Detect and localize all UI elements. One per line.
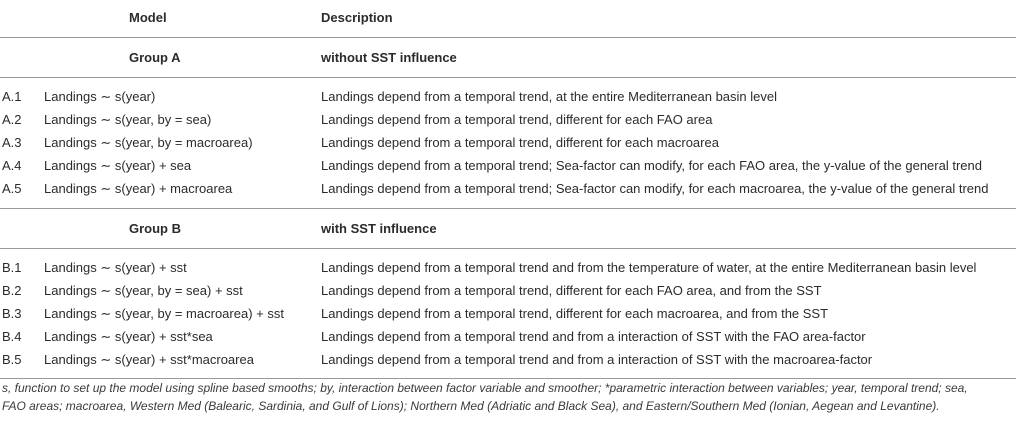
table-row <box>0 156 1016 176</box>
row-formula: Landings ∼ s(year) <box>44 89 156 104</box>
row-description: Landings depend from a temporal trend and from a interaction of SST with the macroarea-factor <box>321 352 873 367</box>
group-b-divider <box>0 248 1016 249</box>
row-formula: Landings ∼ s(year, by = sea) <box>44 112 212 127</box>
row-formula: Landings ∼ s(year) + sea <box>44 158 192 173</box>
row-description: Landings depend from a temporal trend, different for each FAO area, and from the SST <box>321 283 822 298</box>
table-header-row <box>0 8 1016 28</box>
row-formula: Landings ∼ s(year, by = macroarea) + sst <box>44 306 284 321</box>
table-row <box>0 304 1016 324</box>
row-formula: Landings ∼ s(year, by = macroarea) <box>44 135 253 150</box>
row-id: A.4 <box>2 158 22 173</box>
table-row <box>0 350 1016 370</box>
row-description: Landings depend from a temporal trend; Sea-factor can modify, for each macroarea, the y-value of the general trend <box>321 181 989 196</box>
header-divider <box>0 37 1016 38</box>
row-id: B.5 <box>2 352 22 367</box>
row-id: B.2 <box>2 283 22 298</box>
table-row <box>0 281 1016 301</box>
table-footnote <box>2 379 1014 415</box>
group-b-name: Group B <box>129 221 181 236</box>
row-description: Landings depend from a temporal trend, different for each FAO area <box>321 112 713 127</box>
group-a-header-row <box>0 48 1016 68</box>
row-id: A.3 <box>2 135 22 150</box>
row-id: B.3 <box>2 306 22 321</box>
row-description: Landings depend from a temporal trend, at the entire Mediterranean basin level <box>321 89 778 104</box>
table-row <box>0 133 1016 153</box>
table-row <box>0 327 1016 347</box>
header-description: Description <box>321 10 393 25</box>
row-formula: Landings ∼ s(year) + sst <box>44 260 187 275</box>
row-description: Landings depend from a temporal trend and from a interaction of SST with the FAO area-factor <box>321 329 866 344</box>
row-description: Landings depend from a temporal trend, different for each macroarea, and from the SST <box>321 306 829 321</box>
row-id: A.5 <box>2 181 22 196</box>
group-a-name: Group A <box>129 50 181 65</box>
row-formula: Landings ∼ s(year) + macroarea <box>44 181 233 196</box>
row-description: Landings depend from a temporal trend and from the temperature of water, at the entire Mediterranean basin level <box>321 260 977 275</box>
row-id: B.4 <box>2 329 22 344</box>
row-description: Landings depend from a temporal trend, different for each macroarea <box>321 135 719 150</box>
row-formula: Landings ∼ s(year, by = sea) + sst <box>44 283 243 298</box>
group-b-title: with SST influence <box>321 221 437 236</box>
row-id: B.1 <box>2 260 22 275</box>
row-description: Landings depend from a temporal trend; Sea-factor can modify, for each FAO area, the y-value of the general trend <box>321 158 982 173</box>
table-row <box>0 258 1016 278</box>
group-b-header-row <box>0 219 1016 239</box>
table-row <box>0 179 1016 199</box>
group-a-end-divider <box>0 208 1016 209</box>
group-a-divider <box>0 77 1016 78</box>
row-id: A.2 <box>2 112 22 127</box>
row-formula: Landings ∼ s(year) + sst*sea <box>44 329 213 344</box>
footnote-line-2: FAO areas; macroarea, Western Med (Balearic, Sardinia, and Gulf of Lions); Northern Med (Adriatic and Black Sea), and Eastern/Southern Med (Ionian, Aegean and Levantine). <box>2 399 940 413</box>
table-row <box>0 87 1016 107</box>
header-model: Model <box>129 10 167 25</box>
row-id: A.1 <box>2 89 22 104</box>
footnote-line-1: s, function to set up the model using spline based smooths; by, interaction between factor variable and smoother; *parametric interaction between variables; year, temporal trend; sea, <box>2 381 968 395</box>
row-formula: Landings ∼ s(year) + sst*macroarea <box>44 352 254 367</box>
table-row <box>0 110 1016 130</box>
group-a-title: without SST influence <box>321 50 457 65</box>
